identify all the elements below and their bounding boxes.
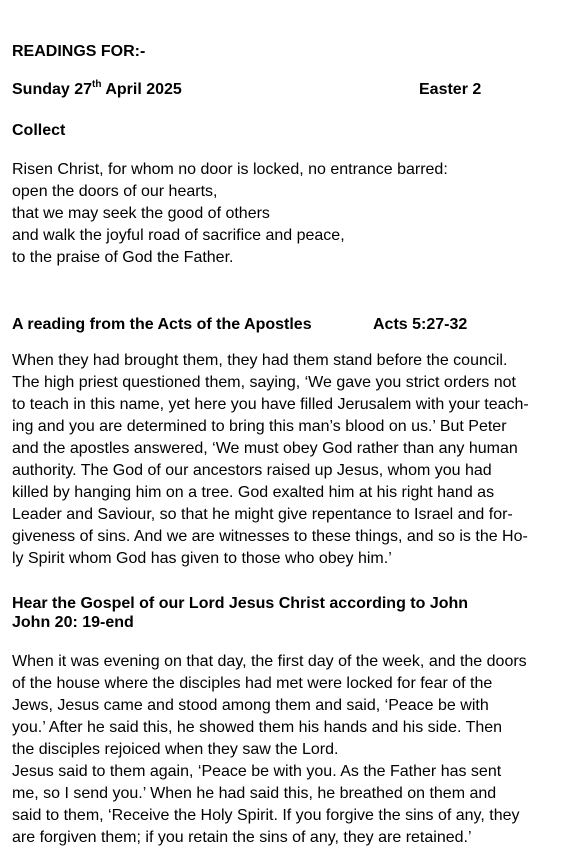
reading1-line: to teach in this name, yet here you have filled Jerusalem with your teach- <box>12 396 529 413</box>
gospel-line: said to them, ‘Receive the Holy Spirit. If you forgive the sins of any, they <box>12 807 520 824</box>
gospel-line: are forgiven them; if you retain the sins of any, they are retained.’ <box>12 829 472 846</box>
reading1-line: When they had brought them, they had them stand before the council. <box>12 352 508 369</box>
collect-heading: Collect <box>12 122 66 139</box>
gospel-line: me, so I send you.’ When he had said this, he breathed on them and <box>12 785 497 802</box>
gospel-text <box>12 651 527 849</box>
reading1-text <box>12 350 529 570</box>
service-date-line <box>12 79 586 101</box>
reading1-line: and the apostles answered, ‘We must obey God rather than any human <box>12 440 518 457</box>
reading1-line: ing and you are determined to bring this man’s blood on us.’ But Peter <box>12 418 507 435</box>
reading1-line: The high priest questioned them, saying, ‘We gave you strict orders not <box>12 374 516 391</box>
collect-line: Risen Christ, for whom no door is locked, no entrance barred: <box>12 161 448 178</box>
reading1-heading: A reading from the Acts of the Apostles <box>12 316 312 333</box>
gospel-line: When it was evening on that day, the first day of the week, and the doors <box>12 653 527 670</box>
reading1-heading-line <box>12 314 586 336</box>
gospel-heading: Hear the Gospel of our Lord Jesus Christ according to John <box>12 595 469 612</box>
reading1-line: Leader and Saviour, so that he might give repentance to Israel and for- <box>12 506 513 523</box>
gospel-line: Jesus said to them again, ‘Peace be with you. As the Father has sent <box>12 763 502 780</box>
reading1-line: authority. The God of our ancestors raised up Jesus, whom you had <box>12 462 492 479</box>
collect-text <box>12 159 448 269</box>
reading1-line: killed by hanging him on a tree. God exalted him at his right hand as <box>12 484 495 501</box>
page-title: READINGS FOR:- <box>12 43 146 60</box>
reading1-line: giveness of sins. And we are witnesses to these things, and so is the Ho- <box>12 528 528 545</box>
collect-line: to the praise of God the Father. <box>12 249 234 266</box>
collect-line: that we may seek the good of others <box>12 205 270 222</box>
collect-line: open the doors of our hearts, <box>12 183 218 200</box>
gospel-line: Jews, Jesus came and stood among them and said, ‘Peace be with <box>12 697 489 714</box>
collect-line: and walk the joyful road of sacrifice and peace, <box>12 227 345 244</box>
gospel-reference: John 20: 19-end <box>12 614 134 631</box>
gospel-line: of the house where the disciples had met were locked for fear of the <box>12 675 493 692</box>
occasion-label: Easter 2 <box>419 81 482 98</box>
reading1-reference: Acts 5:27-32 <box>373 316 468 333</box>
gospel-line: you.’ After he said this, he showed them his hands and his side. Then <box>12 719 503 736</box>
gospel-line: the disciples rejoiced when they saw the Lord. <box>12 741 339 758</box>
service-date: Sunday 27th April 2025 <box>12 78 182 98</box>
reading1-line: ly Spirit whom God has given to those who obey him.’ <box>12 550 392 567</box>
